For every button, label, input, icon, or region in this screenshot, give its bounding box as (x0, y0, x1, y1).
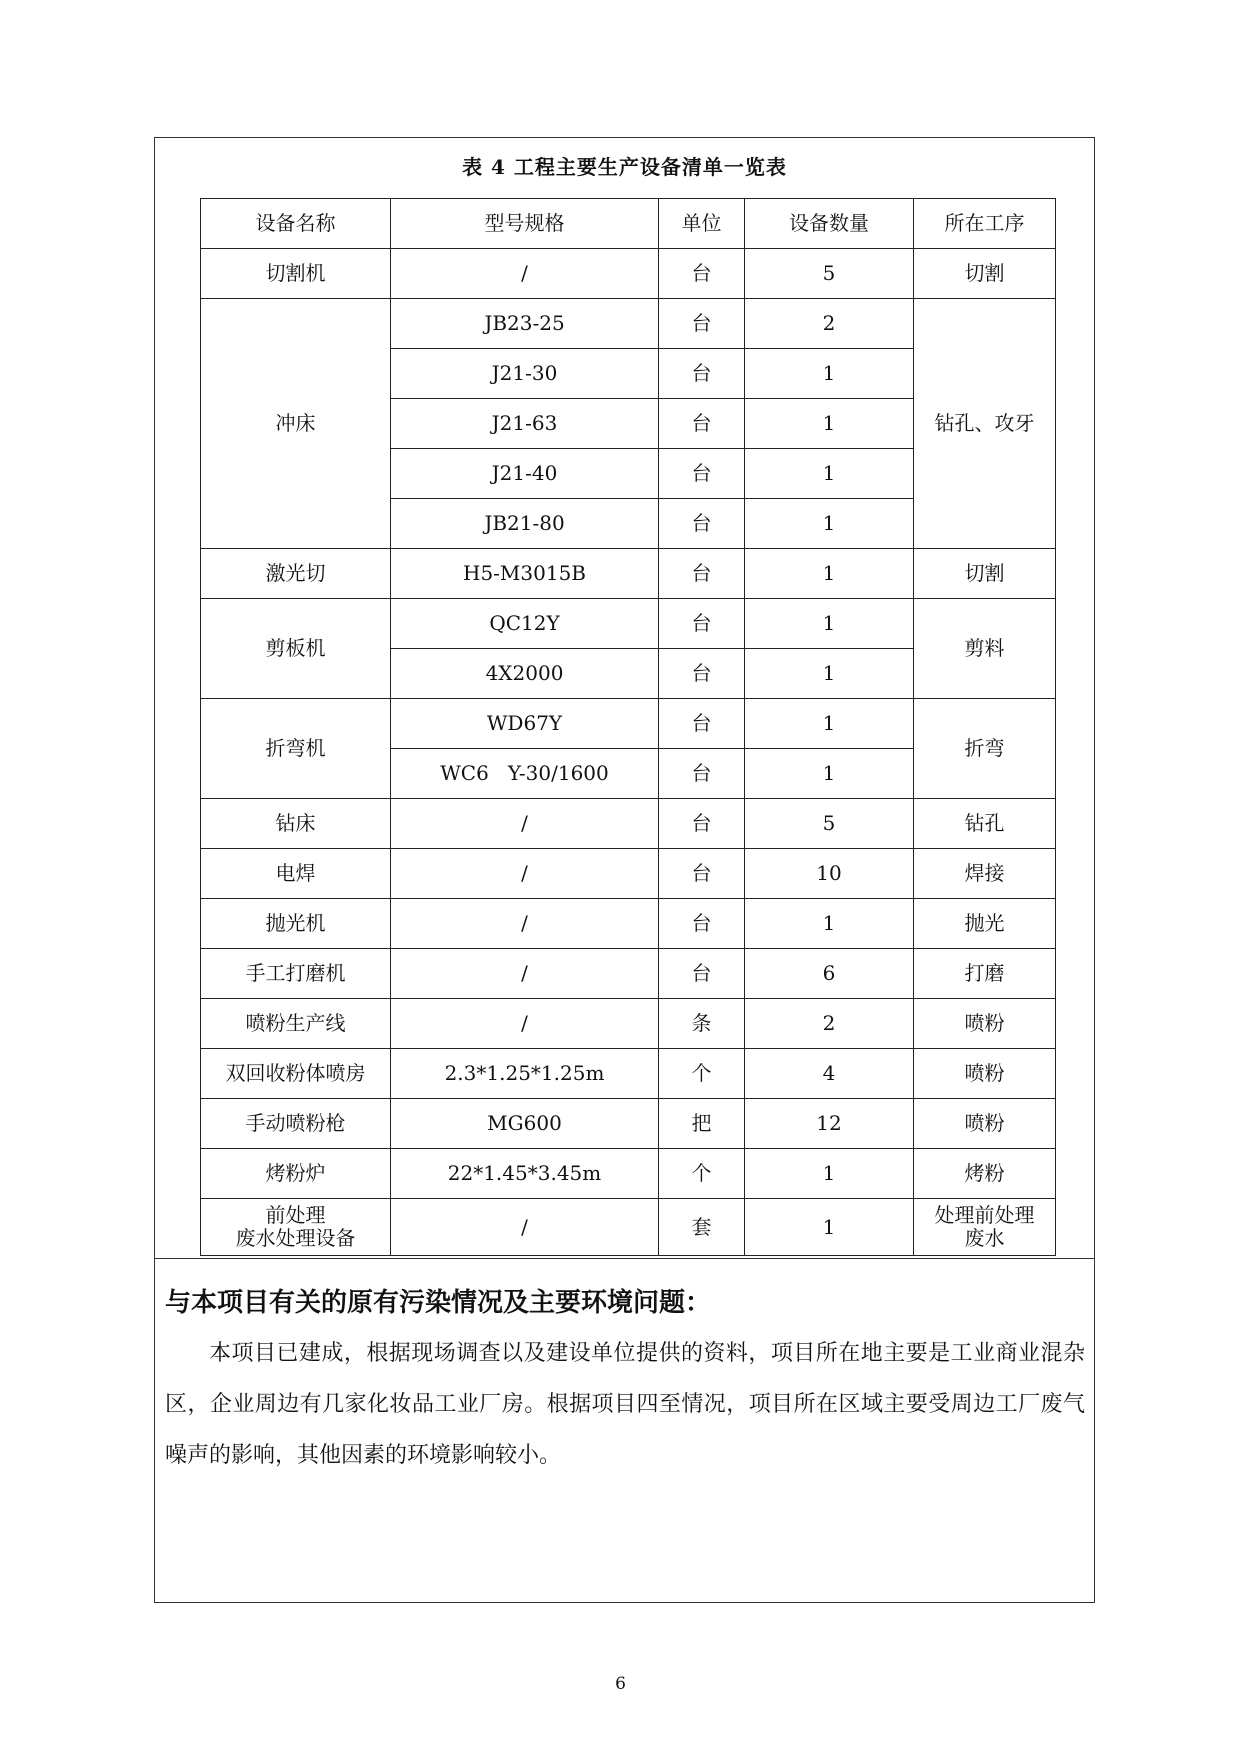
cell-unit: 台 (659, 799, 745, 849)
cell-process: 焊接 (914, 849, 1056, 899)
cell-name-line: 前处理 (265, 1203, 326, 1227)
cell-name: 喷粉生产线 (201, 999, 391, 1049)
table-row (201, 1099, 1056, 1149)
cell-model: WC6 Y-30/1600 (391, 749, 659, 799)
cell-model: J21-40 (391, 449, 659, 499)
cell-name: 剪板机 (201, 599, 391, 699)
cell-qty: 1 (745, 599, 914, 649)
cell-unit: 台 (659, 899, 745, 949)
cell-name: 冲床 (201, 299, 391, 549)
cell-name: 手动喷粉枪 (201, 1099, 391, 1149)
table-row (201, 549, 1056, 599)
cell-qty: 1 (745, 499, 914, 549)
cell-unit: 台 (659, 549, 745, 599)
cell-name: 双回收粉体喷房 (201, 1049, 391, 1099)
cell-unit: 台 (659, 949, 745, 999)
cell-qty: 2 (745, 999, 914, 1049)
section-heading: 与本项目有关的原有污染情况及主要环境问题： (165, 1288, 712, 1318)
header-cell: 设备名称 (201, 199, 391, 249)
cell-unit: 台 (659, 449, 745, 499)
cell-name: 烤粉炉 (201, 1149, 391, 1199)
cell-unit: 台 (659, 699, 745, 749)
cell-qty: 1 (745, 1149, 914, 1199)
cell-name: 激光切 (201, 549, 391, 599)
table-row (201, 299, 1056, 349)
cell-name: 电焊 (201, 849, 391, 899)
cell-model: JB21-80 (391, 499, 659, 549)
table-row (201, 899, 1056, 949)
table-row (201, 1149, 1056, 1199)
cell-process-line: 处理前处理 (934, 1203, 1035, 1227)
cell-model: / (391, 949, 659, 999)
section-paragraph: 本项目已建成，根据现场调查以及建设单位提供的资料，项目所在地主要是工业商业混杂区，企业周边有几家化妆品工业厂房。根据项目四至情况，项目所在区域主要受周边工厂废气噪声的影响，其他因素的环境影响较小。 (165, 1341, 1085, 1468)
cell-name: 钻床 (201, 799, 391, 849)
cell-process: 打磨 (914, 949, 1056, 999)
cell-unit: 台 (659, 499, 745, 549)
cell-process: 烤粉 (914, 1149, 1056, 1199)
cell-qty: 4 (745, 1049, 914, 1099)
cell-model: / (391, 999, 659, 1049)
cell-process: 折弯 (914, 699, 1056, 799)
cell-process: 喷粉 (914, 1099, 1056, 1149)
cell-qty: 1 (745, 899, 914, 949)
cell-qty: 1 (745, 549, 914, 599)
cell-unit: 台 (659, 349, 745, 399)
cell-name-line: 废水处理设备 (235, 1226, 356, 1250)
cell-model: / (391, 1199, 659, 1256)
cell-model: 2.3*1.25*1.25m (391, 1049, 659, 1099)
cell-model: / (391, 799, 659, 849)
cell-unit: 台 (659, 599, 745, 649)
header-cell: 型号规格 (391, 199, 659, 249)
cell-model: J21-30 (391, 349, 659, 399)
header-cell: 所在工序 (914, 199, 1056, 249)
cell-qty: 1 (745, 449, 914, 499)
cell-unit: 个 (659, 1049, 745, 1099)
header-cell: 设备数量 (745, 199, 914, 249)
table-header-row (201, 199, 1056, 249)
cell-process: 钻孔 (914, 799, 1056, 849)
cell-process-line: 废水 (964, 1226, 1005, 1250)
cell-qty: 5 (745, 249, 914, 299)
table-row (201, 849, 1056, 899)
cell-qty: 2 (745, 299, 914, 349)
table-row (201, 249, 1056, 299)
cell-model: J21-63 (391, 399, 659, 449)
cell-process: 喷粉 (914, 999, 1056, 1049)
cell-unit: 条 (659, 999, 745, 1049)
cell-process: 切割 (914, 249, 1056, 299)
table-row (201, 699, 1056, 749)
cell-process: 切割 (914, 549, 1056, 599)
table-row (201, 799, 1056, 849)
cell-unit: 台 (659, 849, 745, 899)
cell-model: / (391, 899, 659, 949)
page-number: 6 (615, 1674, 626, 1694)
cell-qty: 1 (745, 649, 914, 699)
cell-unit: 台 (659, 249, 745, 299)
table-row (201, 599, 1056, 649)
cell-unit: 套 (659, 1199, 745, 1256)
cell-process: 钻孔、攻牙 (914, 299, 1056, 549)
cell-name (201, 1199, 391, 1256)
cell-unit: 台 (659, 749, 745, 799)
cell-model: MG600 (391, 1099, 659, 1149)
cell-qty: 1 (745, 399, 914, 449)
cell-model: QC12Y (391, 599, 659, 649)
table-row (201, 1049, 1056, 1099)
page-frame (154, 137, 1095, 1603)
cell-model: / (391, 849, 659, 899)
cell-process (914, 1199, 1056, 1256)
equipment-table (200, 198, 1056, 1256)
cell-name: 手工打磨机 (201, 949, 391, 999)
cell-model: H5-M3015B (391, 549, 659, 599)
cell-qty: 1 (745, 699, 914, 749)
cell-name: 切割机 (201, 249, 391, 299)
cell-qty: 5 (745, 799, 914, 849)
cell-unit: 个 (659, 1149, 745, 1199)
table-row (201, 949, 1056, 999)
cell-unit: 台 (659, 399, 745, 449)
section-divider (155, 1258, 1094, 1259)
cell-unit: 台 (659, 299, 745, 349)
cell-model: 22*1.45*3.45m (391, 1149, 659, 1199)
cell-process: 剪料 (914, 599, 1056, 699)
table-title: 表 4 工程主要生产设备清单一览表 (462, 155, 787, 179)
cell-qty: 12 (745, 1099, 914, 1149)
cell-qty: 1 (745, 749, 914, 799)
table-row (201, 1199, 1056, 1256)
cell-qty: 10 (745, 849, 914, 899)
cell-model: JB23-25 (391, 299, 659, 349)
cell-model: 4X2000 (391, 649, 659, 699)
cell-qty: 1 (745, 1199, 914, 1256)
cell-qty: 6 (745, 949, 914, 999)
cell-name: 折弯机 (201, 699, 391, 799)
cell-model: WD67Y (391, 699, 659, 749)
cell-name: 抛光机 (201, 899, 391, 949)
cell-process: 喷粉 (914, 1049, 1056, 1099)
cell-unit: 把 (659, 1099, 745, 1149)
header-cell: 单位 (659, 199, 745, 249)
cell-process: 抛光 (914, 899, 1056, 949)
cell-qty: 1 (745, 349, 914, 399)
cell-model: / (391, 249, 659, 299)
table-row (201, 999, 1056, 1049)
cell-unit: 台 (659, 649, 745, 699)
